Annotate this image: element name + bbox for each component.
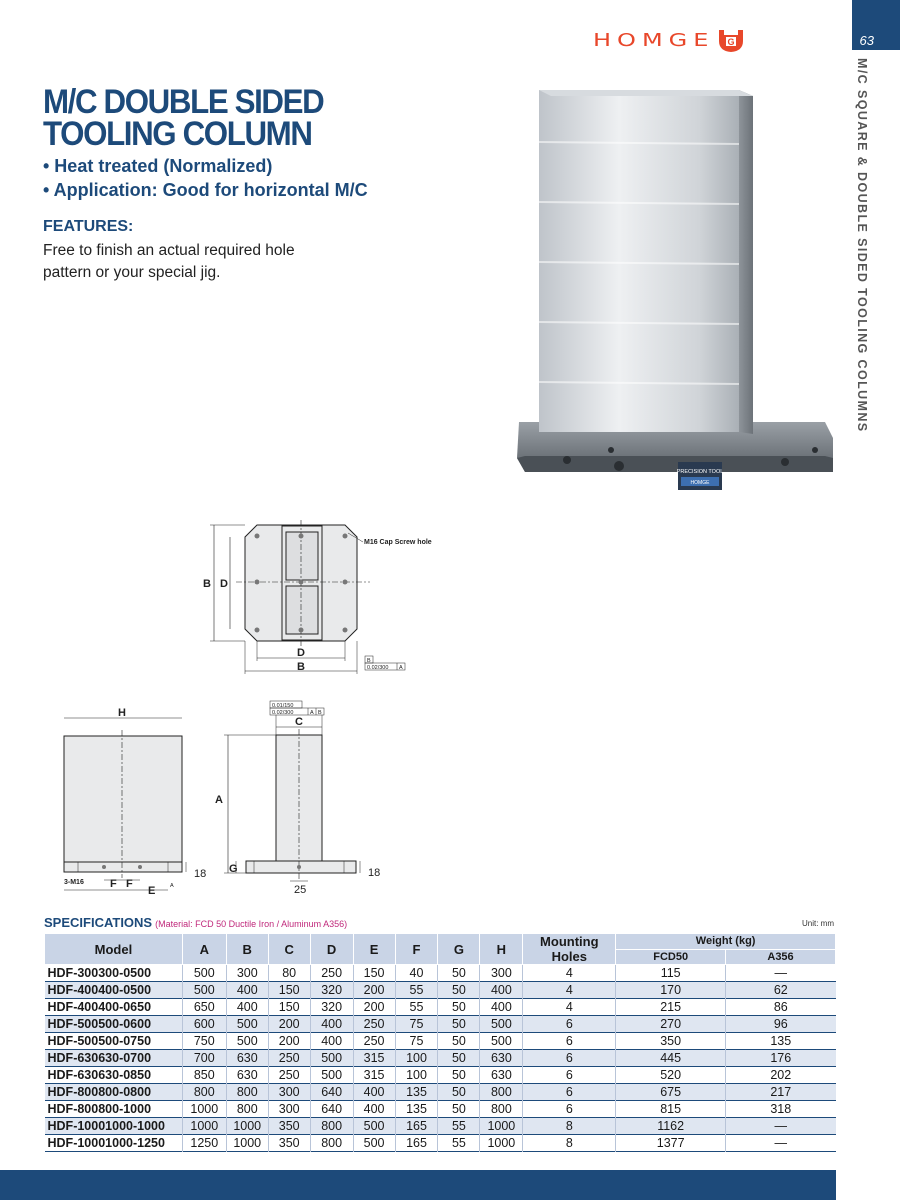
footer-bar bbox=[0, 1170, 836, 1200]
table-cell: — bbox=[726, 1135, 836, 1152]
table-cell: 62 bbox=[726, 982, 836, 999]
model-cell: HDF-400400-0650 bbox=[47, 1000, 152, 1014]
table-cell: 270 bbox=[616, 1016, 726, 1033]
table-cell: 202 bbox=[726, 1067, 836, 1084]
table-row bbox=[45, 1135, 836, 1152]
table-row bbox=[45, 982, 836, 999]
table-cell: 8 bbox=[523, 1118, 616, 1135]
table-cell: 100 bbox=[395, 1067, 438, 1084]
table-cell: 400 bbox=[353, 1101, 395, 1118]
model-cell: HDF-10001000-1000 bbox=[45, 1118, 183, 1135]
model-cell: HDF-10001000-1250 bbox=[47, 1136, 165, 1150]
front-datum-a: A bbox=[170, 883, 174, 889]
model-cell: HDF-630630-0700 bbox=[45, 1050, 183, 1067]
bullet-heat-treated: • Heat treated (Normalized) bbox=[43, 156, 273, 176]
feature-bullets bbox=[43, 154, 368, 202]
table-cell: 150 bbox=[268, 999, 310, 1016]
table-cell: 1000 bbox=[226, 1135, 268, 1152]
table-cell: 600 bbox=[182, 1016, 226, 1033]
col-model: Model bbox=[45, 934, 183, 965]
table-row bbox=[45, 1118, 836, 1135]
table-cell: 500 bbox=[353, 1135, 395, 1152]
table-cell: 500 bbox=[310, 1050, 353, 1067]
table-cell: 150 bbox=[353, 965, 395, 982]
specs-table-body bbox=[45, 965, 836, 1152]
table-cell: 700 bbox=[182, 1050, 226, 1067]
page-number-box bbox=[852, 0, 900, 50]
table-cell: 250 bbox=[268, 1050, 310, 1067]
specs-table bbox=[44, 933, 836, 1152]
table-cell: 150 bbox=[268, 982, 310, 999]
column-side-face bbox=[739, 90, 753, 434]
title-line-2: TOOLING COLUMN bbox=[43, 115, 312, 153]
section-side-title: M/C SQUARE & DOUBLE SIDED TOOLING COLUMNS bbox=[855, 58, 869, 433]
table-cell: 6 bbox=[523, 1016, 616, 1033]
product-photo bbox=[515, 82, 835, 494]
table-cell: 250 bbox=[353, 1033, 395, 1050]
brand-name: HOMGE bbox=[593, 29, 715, 51]
table-cell: 630 bbox=[480, 1067, 523, 1084]
table-cell: 4 bbox=[523, 999, 616, 1016]
table-cell: 800 bbox=[226, 1084, 268, 1101]
table-cell: 250 bbox=[310, 965, 353, 982]
model-cell: HDF-400400-0500 bbox=[45, 982, 183, 999]
side-dim-18: 18 bbox=[368, 867, 381, 879]
col-h: H bbox=[480, 934, 523, 965]
table-cell: 1000 bbox=[182, 1101, 226, 1118]
table-cell: 1000 bbox=[226, 1118, 268, 1135]
table-cell: 6 bbox=[523, 1067, 616, 1084]
model-cell: HDF-500500-0600 bbox=[45, 1016, 183, 1033]
model-cell: HDF-800800-0800 bbox=[45, 1084, 183, 1101]
table-cell: 6 bbox=[523, 1101, 616, 1118]
title-line-1: M/C DOUBLE SIDED bbox=[43, 83, 324, 121]
table-cell: 630 bbox=[480, 1050, 523, 1067]
table-cell: 800 bbox=[480, 1101, 523, 1118]
table-cell: 520 bbox=[616, 1067, 726, 1084]
table-cell: 8 bbox=[523, 1135, 616, 1152]
perp-datum-1: A bbox=[310, 710, 314, 716]
bullet-application: • Application: Good for horizontal M/C bbox=[43, 180, 368, 200]
page-number: 63 bbox=[859, 33, 874, 48]
table-cell: 500 bbox=[480, 1016, 523, 1033]
table-cell: 500 bbox=[226, 1016, 268, 1033]
table-cell: 75 bbox=[395, 1033, 438, 1050]
table-cell: 250 bbox=[268, 1067, 310, 1084]
front-dim-18: 18 bbox=[194, 868, 207, 880]
table-cell: 800 bbox=[310, 1135, 353, 1152]
table-cell: 318 bbox=[726, 1101, 836, 1118]
front-view-drawing bbox=[58, 700, 218, 900]
table-cell: 500 bbox=[353, 1118, 395, 1135]
table-cell: 500 bbox=[310, 1067, 353, 1084]
table-cell: 500 bbox=[182, 965, 226, 982]
table-cell: 6 bbox=[523, 1084, 616, 1101]
table-cell: 400 bbox=[480, 982, 523, 999]
table-cell: 50 bbox=[438, 1101, 480, 1118]
table-cell: 50 bbox=[438, 1033, 480, 1050]
table-cell: 55 bbox=[395, 982, 438, 999]
top-dim-b-bottom: B bbox=[297, 661, 305, 673]
table-cell: 135 bbox=[726, 1033, 836, 1050]
col-b: B bbox=[226, 934, 268, 965]
table-cell: 650 bbox=[182, 999, 226, 1016]
brand-logo bbox=[593, 24, 744, 56]
table-cell: 50 bbox=[438, 1084, 480, 1101]
col-weight: Weight (kg) bbox=[616, 934, 836, 950]
table-cell: 4 bbox=[523, 982, 616, 999]
table-cell: 400 bbox=[226, 982, 268, 999]
table-cell: 400 bbox=[310, 1016, 353, 1033]
col-c: C bbox=[268, 934, 310, 965]
table-cell: — bbox=[726, 965, 836, 982]
table-cell: 115 bbox=[616, 965, 726, 982]
front-dim-f1: F bbox=[110, 878, 117, 890]
table-cell: 400 bbox=[226, 999, 268, 1016]
top-dim-d-bottom: D bbox=[297, 647, 305, 659]
col-f: F bbox=[395, 934, 438, 965]
table-cell: 445 bbox=[616, 1050, 726, 1067]
table-cell: — bbox=[726, 1118, 836, 1135]
table-cell: 100 bbox=[395, 1050, 438, 1067]
table-cell: 630 bbox=[226, 1067, 268, 1084]
specs-material: (Material: FCD 50 Ductile Iron / Aluminum A356) bbox=[155, 919, 348, 929]
model-cell: HDF-500500-0750 bbox=[47, 1034, 152, 1048]
hole-callout: M16 Cap Screw hole bbox=[364, 539, 432, 546]
table-row bbox=[45, 1067, 836, 1084]
table-cell: 40 bbox=[395, 965, 438, 982]
table-cell: 200 bbox=[353, 982, 395, 999]
perp-datum-2: B bbox=[318, 710, 322, 716]
table-cell: 165 bbox=[395, 1135, 438, 1152]
table-cell: 315 bbox=[353, 1050, 395, 1067]
table-cell: 135 bbox=[395, 1101, 438, 1118]
col-g: G bbox=[438, 934, 480, 965]
side-dim-25: 25 bbox=[294, 884, 307, 896]
top-view-drawing bbox=[200, 520, 450, 675]
table-cell: 50 bbox=[438, 1016, 480, 1033]
table-cell: 400 bbox=[310, 1033, 353, 1050]
model-cell: HDF-800800-1000 bbox=[47, 1102, 152, 1116]
tol-ref: B bbox=[367, 658, 371, 664]
side-dim-g: G bbox=[229, 863, 238, 875]
table-cell: 250 bbox=[353, 1016, 395, 1033]
table-row bbox=[45, 965, 836, 982]
side-dim-a: A bbox=[215, 794, 223, 806]
table-cell: 350 bbox=[268, 1135, 310, 1152]
table-cell: 6 bbox=[523, 1033, 616, 1050]
table-cell: 200 bbox=[353, 999, 395, 1016]
table-cell: 300 bbox=[480, 965, 523, 982]
side-dim-c: C bbox=[295, 716, 303, 728]
model-cell: HDF-300300-0500 bbox=[47, 966, 152, 980]
col-d: D bbox=[310, 934, 353, 965]
front-dim-f2: F bbox=[126, 878, 133, 890]
table-cell: 1000 bbox=[480, 1118, 523, 1135]
specs-heading: SPECIFICATIONS bbox=[44, 915, 153, 930]
table-cell: 1000 bbox=[182, 1118, 226, 1135]
table-cell: 800 bbox=[226, 1101, 268, 1118]
model-cell: HDF-630630-0850 bbox=[47, 1068, 152, 1082]
table-cell: 400 bbox=[353, 1084, 395, 1101]
table-cell: 350 bbox=[268, 1118, 310, 1135]
table-cell: 4 bbox=[523, 965, 616, 982]
perp-tol: 0.02/300 bbox=[272, 710, 294, 716]
table-cell: 55 bbox=[438, 1118, 480, 1135]
label-plate-brand: HOMGE bbox=[690, 480, 710, 486]
top-dim-b: B bbox=[203, 578, 211, 590]
table-cell: 1000 bbox=[480, 1135, 523, 1152]
side-view-drawing bbox=[210, 695, 400, 900]
front-m16-label: 3-M16 bbox=[64, 879, 84, 886]
table-cell: 800 bbox=[182, 1084, 226, 1101]
svg-text:G: G bbox=[727, 37, 735, 47]
specs-title bbox=[44, 915, 347, 930]
table-row bbox=[45, 1016, 836, 1033]
table-cell: 800 bbox=[310, 1118, 353, 1135]
table-row bbox=[45, 1033, 836, 1050]
table-cell: 640 bbox=[310, 1084, 353, 1101]
features-text: Free to finish an actual required hole pattern or your special jig. bbox=[43, 242, 295, 281]
table-cell: 500 bbox=[226, 1033, 268, 1050]
table-cell: 1250 bbox=[182, 1135, 226, 1152]
table-cell: 850 bbox=[182, 1067, 226, 1084]
table-cell: 400 bbox=[480, 999, 523, 1016]
table-cell: 75 bbox=[395, 1016, 438, 1033]
front-dim-h: H bbox=[118, 707, 126, 719]
table-cell: 135 bbox=[395, 1084, 438, 1101]
col-a: A bbox=[182, 934, 226, 965]
table-cell: 1377 bbox=[616, 1135, 726, 1152]
table-cell: 50 bbox=[438, 965, 480, 982]
col-e: E bbox=[353, 934, 395, 965]
table-cell: 217 bbox=[726, 1084, 836, 1101]
table-row bbox=[45, 999, 836, 1016]
specs-unit: Unit: mm bbox=[802, 919, 834, 928]
flatness-tol: 0.01/150 bbox=[272, 703, 294, 709]
tol-value: 0.02/300 bbox=[367, 665, 389, 671]
table-cell: 320 bbox=[310, 999, 353, 1016]
table-cell: 96 bbox=[726, 1016, 836, 1033]
table-cell: 170 bbox=[616, 982, 726, 999]
table-row bbox=[45, 1101, 836, 1118]
table-cell: 800 bbox=[480, 1084, 523, 1101]
table-cell: 300 bbox=[226, 965, 268, 982]
table-cell: 300 bbox=[268, 1084, 310, 1101]
col-weight-fcd50: FCD50 bbox=[616, 949, 726, 965]
table-cell: 215 bbox=[616, 999, 726, 1016]
page-title bbox=[43, 83, 324, 153]
table-cell: 630 bbox=[226, 1050, 268, 1067]
table-cell: 50 bbox=[438, 999, 480, 1016]
tol-datum: A bbox=[399, 665, 403, 671]
table-cell: 200 bbox=[268, 1016, 310, 1033]
table-cell: 50 bbox=[438, 982, 480, 999]
features-heading: FEATURES: bbox=[43, 218, 134, 235]
table-cell: 675 bbox=[616, 1084, 726, 1101]
table-row bbox=[45, 1084, 836, 1101]
table-cell: 350 bbox=[616, 1033, 726, 1050]
table-cell: 176 bbox=[726, 1050, 836, 1067]
table-row bbox=[45, 1050, 836, 1067]
table-cell: 200 bbox=[268, 1033, 310, 1050]
col-weight-a356: A356 bbox=[726, 949, 836, 965]
table-cell: 50 bbox=[438, 1050, 480, 1067]
table-cell: 320 bbox=[310, 982, 353, 999]
front-dim-e: E bbox=[148, 885, 156, 897]
table-cell: 500 bbox=[182, 982, 226, 999]
table-cell: 500 bbox=[480, 1033, 523, 1050]
table-cell: 6 bbox=[523, 1050, 616, 1067]
table-cell: 300 bbox=[268, 1101, 310, 1118]
table-cell: 55 bbox=[395, 999, 438, 1016]
table-cell: 50 bbox=[438, 1067, 480, 1084]
table-cell: 640 bbox=[310, 1101, 353, 1118]
brand-mark-icon bbox=[718, 27, 744, 53]
table-cell: 315 bbox=[353, 1067, 395, 1084]
top-dim-d: D bbox=[220, 578, 228, 590]
table-cell: 55 bbox=[438, 1135, 480, 1152]
table-cell: 165 bbox=[395, 1118, 438, 1135]
table-cell: 80 bbox=[268, 965, 310, 982]
label-plate-text: PRECISION TOOL bbox=[676, 469, 724, 475]
table-cell: 86 bbox=[726, 999, 836, 1016]
table-cell: 1162 bbox=[616, 1118, 726, 1135]
col-mounting-holes: Mounting Holes bbox=[523, 934, 616, 965]
table-cell: 815 bbox=[616, 1101, 726, 1118]
table-cell: 750 bbox=[182, 1033, 226, 1050]
